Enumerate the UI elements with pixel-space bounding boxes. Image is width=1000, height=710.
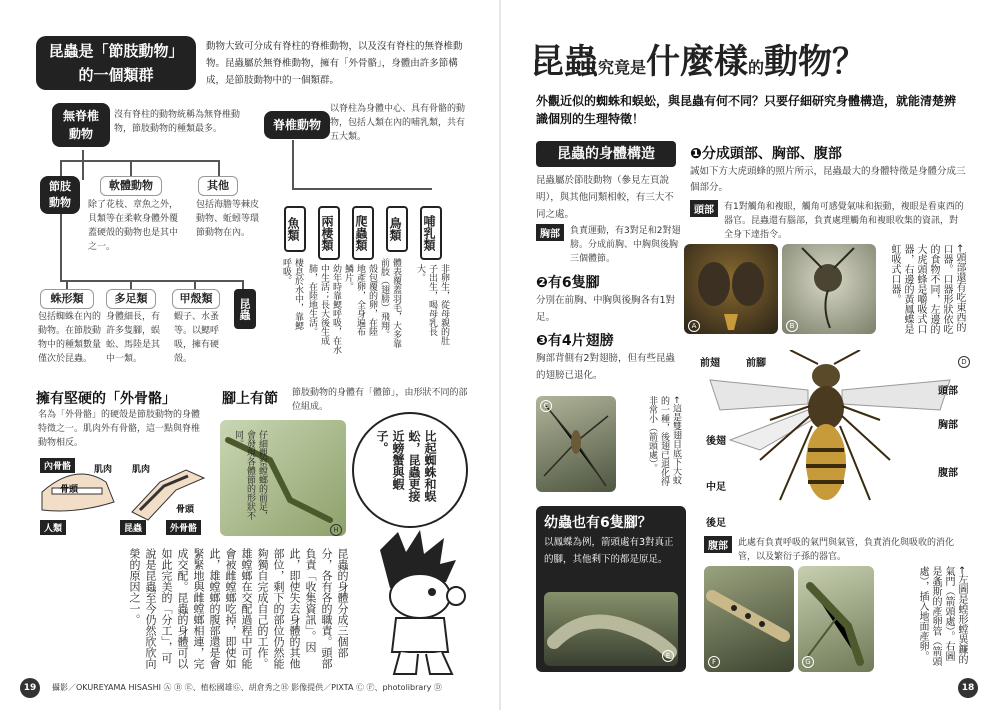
reptile-desc: 殼包覆的卵，在陸地產卵，全身遍布鱗片。 (343, 264, 377, 336)
tree-line (292, 188, 432, 190)
exo-muscle2-label: 肌肉 (132, 465, 151, 475)
tree-line (60, 205, 62, 280)
exo-text: 名為「外骨骼」的硬殼是節肢動物的身體特徵之一。肌肉外有骨骼，這一點與脊椎動物相反。 (38, 410, 201, 448)
mollusc-node (100, 176, 162, 196)
structure-text: 昆蟲屬於節肢動物（參見左頁說明），與其他同類相較，有三大不同之處。 (536, 175, 674, 220)
left-title-line1: 昆蟲是「節肢動物」 (48, 42, 184, 60)
fish-desc: 棲息於水中，靠鰓呼吸。 (281, 258, 303, 330)
label-hindwing: 後翅 (706, 436, 726, 447)
left-title-line2: 的一個類群 (78, 66, 154, 84)
bubble-text: 比起蜘蛛和蜈蚣，昆蟲更接近螃蟹與蝦子。 (375, 430, 437, 502)
arachnid-desc: 包括蜘蛛在內的動物。在節肢動物中的種類數量僅次於昆蟲。 (38, 312, 102, 364)
vertebrate-label: 脊椎動物 (272, 118, 321, 132)
legs-heading: 腳上有節 (222, 391, 278, 407)
invertebrate-desc: 沒有脊柱的動物統稱為無脊椎動物，節肢動物的種類最多。 (114, 110, 241, 134)
exo-muscle-label: 肌肉 (94, 465, 113, 475)
myriapod-label: 多足類 (114, 292, 148, 305)
reptile-node (352, 206, 374, 260)
kid-svg (360, 530, 470, 680)
amphibian-desc: 幼年時靠鰓呼吸，在水中生活；長大後生成肺，在陸地生活。 (307, 264, 341, 354)
kid-character (360, 530, 470, 680)
hornet-head-svg (684, 244, 778, 334)
mammal-label: 哺乳類 (422, 215, 436, 251)
tree-line (292, 140, 294, 190)
left-intro: 動物大致可分成有脊柱的脊椎動物，以及沒有脊柱的無脊椎動物。昆蟲屬於無脊椎動物，擁有「外骨骼」，身體由許多節構成，是節肢動物中的一個類群。 (206, 41, 463, 86)
head-text: 有1對觸角和複眼，觸角可感覺氣味和振動，複眼是看東西的器官。昆蟲還有腦部，負責處理觸角和複眼收集的資訊，對全身下達指令。 (724, 202, 964, 240)
label-foreleg: 前腳 (746, 358, 766, 369)
mantisfly-photo (704, 566, 794, 672)
legs-caption: 仔細觀察螳螂的前足，會發現各體節的形狀不同。 (233, 430, 267, 520)
myriapod-node (106, 289, 156, 309)
legs-text: 節肢動物的身體有「體節」，由形狀不同的部位組成。 (292, 388, 468, 412)
title-part5: 動物 (764, 42, 833, 82)
arthropod-label: 節肢 動物 (49, 180, 71, 209)
photo-mark-c: C (540, 400, 552, 412)
crustacean-node (172, 289, 220, 309)
arachnid-node (40, 289, 94, 309)
s1-text: 誠如下方大虎頭蜂的照片所示，昆蟲最大的身體特徵是身體分成三個部分。 (690, 166, 966, 193)
butterfly-head-photo (782, 244, 876, 334)
bird-label: 鳥類 (388, 217, 402, 241)
label-hindleg: 後足 (706, 518, 726, 529)
photo-mark-f: F (708, 656, 720, 668)
chest-text: 負責運動，有3對足和2對翅膀。分成前胸、中胸與後胸三個體節。 (570, 226, 681, 264)
left-title-box (36, 36, 196, 90)
larva-heading: 幼蟲也有6隻腳？ (544, 515, 652, 531)
arachnid-label: 蛛形類 (50, 292, 84, 305)
bird-node (386, 206, 408, 252)
photo-mark-d: D (958, 356, 970, 368)
title-part1: 昆蟲 (530, 42, 598, 82)
s3-text: 胸部背側有2對翅膀，但有些昆蟲的翅膀已退化。 (536, 353, 676, 381)
label-forewing: 前翅 (700, 358, 720, 369)
right-lead: 外觀近似的蜘蛛和蜈蚣，與昆蟲有何不同？只要仔細研究身體構造，就能清楚辨識個別的生理特徵！ (536, 94, 957, 126)
structure-heading (536, 141, 676, 167)
hornet-svg (700, 350, 980, 530)
fish-node (284, 206, 306, 252)
insect-label: 昆蟲 (238, 298, 251, 320)
butterfly-head-svg (782, 244, 876, 334)
myriapod-desc: 身體細長，有許多隻腳，蜈蚣、馬陸是其中一類。 (106, 312, 161, 364)
title-part6: ？ (832, 42, 867, 82)
insect-node (234, 289, 256, 329)
head-tag: 頭部 (690, 200, 718, 217)
left-body-vertical: 昆蟲的身體分成三個部分，各有各的職責。頭部負責「收集資訊」。因此，即使失去身體的其他部位，剩下的部位仍然能夠獨自完成自己的工作。雄螳螂在交配過程中可能會被雌螳螂吃掉，即使如此，雄螳螂的腹部還是會緊緊地與雌螳螂相連，完成交配。昆蟲的身體可以如此完美的「分工」，可說是昆蟲至今仍然欣欣向榮的原因之一。 (128, 548, 349, 669)
hornet-head-photo (684, 244, 778, 334)
right-page-number: 18 (958, 678, 978, 698)
photo-mark-e: E (662, 650, 674, 662)
mammal-node (420, 206, 442, 260)
photo-mark-b: B (786, 320, 798, 332)
s3-heading: ❸有4片翅膀 (536, 333, 614, 349)
hornet-diagram (700, 350, 980, 530)
right-title (530, 34, 970, 84)
mollusc-label: 軟體動物 (109, 179, 153, 192)
left-credits: 攝影／OKUREYAMA HISASHI Ⓐ Ⓑ Ⓔ、植松國雄Ⓖ、胡倉秀之Ⓗ 影像提供／PIXTA Ⓒ Ⓕ、photolibrary Ⓓ (52, 683, 442, 692)
exo-human-label: 人類 (40, 520, 66, 535)
title-part3: 什麼樣 (646, 42, 749, 82)
larva-text: 以鳳蝶為例，箭頭處有3對真正的腳，其他剩下的都是原足。 (544, 537, 674, 565)
photo-mark-h: H (330, 524, 342, 536)
exo-insect-label: 昆蟲 (120, 520, 146, 535)
photo-mark-a: A (688, 320, 700, 332)
exo-outer-label: 外骨骼 (166, 520, 201, 535)
title-part4: 的 (748, 58, 765, 77)
tree-line (82, 150, 84, 180)
vertebrate-node (264, 111, 330, 139)
label-head: 頭部 (938, 386, 958, 397)
bird-desc: 體表覆蓋羽毛，大多靠前肢（翅膀）飛翔。 (379, 258, 401, 348)
mouth-caption: ←頭部還有吃東西的口器。口器形狀依吃的食物不同，左邊的大虎頭蜂是嚼吸式口器，右邊的黃鳳蝶是虹吸式口器。 (889, 244, 965, 334)
s1-heading: ❶分成頭部、胸部、腹部 (690, 146, 842, 162)
left-page-number: 19 (20, 678, 40, 698)
amphibian-node (318, 206, 340, 260)
invertebrate-node (52, 103, 110, 147)
other-label: 其他 (207, 179, 229, 192)
chest-tag: 胸部 (536, 224, 564, 241)
mantisfly-svg (704, 566, 794, 672)
reptile-label: 爬蟲類 (354, 215, 368, 251)
photo-mark-g: G (802, 656, 814, 668)
label-midleg: 中足 (706, 482, 726, 493)
s2-text: 分別在前胸、中胸與後胸各有1對足。 (536, 295, 676, 323)
other-node (198, 176, 238, 196)
mammal-desc: 非卵生，從母親的肚子出生，喝母乳長大。 (415, 264, 449, 345)
fish-label: 魚類 (286, 217, 300, 241)
label-abdomen: 腹部 (938, 468, 958, 479)
exo-bone2-label: 骨頭 (176, 505, 195, 515)
arthropod-node (40, 176, 80, 214)
abdomen-text: 此處有負責呼吸的氣門與氣管，負責消化與吸收的消化管，以及繁衍子孫的器官。 (738, 538, 955, 562)
spiracle-caption: ←左圖是蝗形螳異鐮的氣門（箭頭處）。右圖是螽斯的產卵管（箭頭處），插入地面產卵。 (917, 566, 967, 666)
tree-line (60, 280, 244, 282)
mosquito-caption: ←這是雙翅目底下大蚊的一種，後翅已退化得非常小（箭頭處）。 (647, 396, 681, 486)
crustacean-label: 甲殼類 (179, 292, 213, 305)
other-desc: 包括海膽等棘皮動物、蚯蚓等環節動物在內。 (196, 200, 260, 238)
larva-svg (544, 592, 678, 666)
larva-photo (544, 592, 678, 666)
exo-bone-label: 骨頭 (60, 485, 79, 495)
exo-heading: 擁有堅硬的「外骨骼」 (36, 391, 176, 407)
vertebrate-desc: 以脊柱為身體中心、具有骨骼的動物，包括人類在內的哺乳類，共有五大類。 (330, 104, 466, 142)
abdomen-tag: 腹部 (704, 536, 732, 553)
s2-heading: ❷有6隻腳 (536, 275, 600, 291)
exo-inner-label: 內骨骼 (40, 458, 75, 473)
page-spine (499, 0, 501, 710)
invertebrate-label: 無脊椎 動物 (62, 109, 99, 141)
structure-heading-text: 昆蟲的身體構造 (557, 146, 655, 162)
tree-line (60, 160, 220, 162)
label-chest: 胸部 (938, 420, 958, 431)
crustacean-desc: 蝦子、水蚤等。以鰓呼吸，擁有硬殼。 (174, 312, 220, 364)
amphibian-label: 兩棲類 (320, 215, 334, 251)
mollusc-desc: 除了花枝、章魚之外，貝類等在柔軟身體外覆蓋硬殼的動物也是其中之一。 (88, 200, 179, 252)
title-part2: 究竟是 (598, 58, 647, 77)
